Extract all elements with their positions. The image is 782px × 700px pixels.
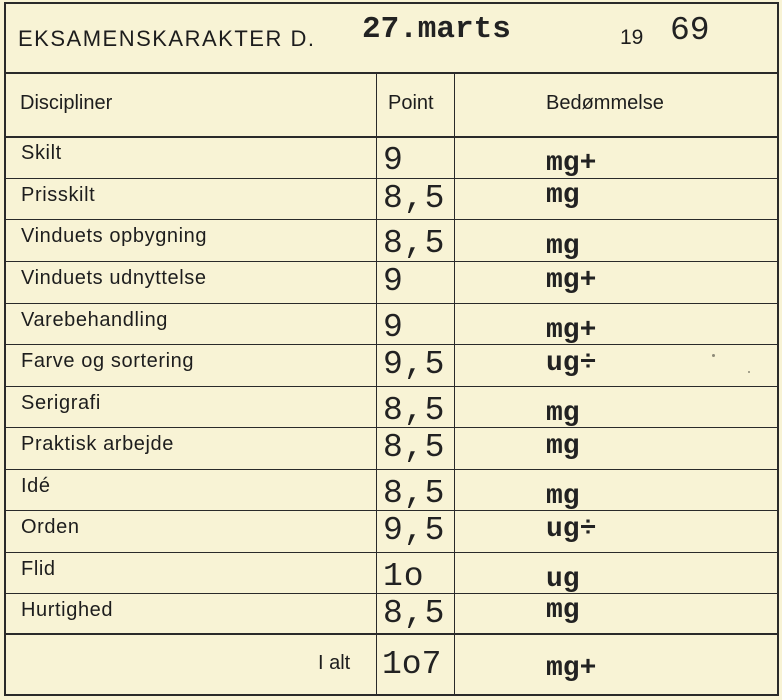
points-value: 8,5 [383, 180, 446, 217]
grade-value: ug [546, 564, 580, 595]
table-row [0, 345, 782, 387]
points-value: 9,5 [383, 346, 446, 383]
discipline-name: Flid [21, 558, 56, 580]
points-value: 8,5 [383, 595, 446, 632]
table-row [0, 594, 782, 636]
table-row [0, 137, 782, 179]
column-header-assessment: Bedømmelse [546, 92, 664, 114]
table-row [0, 304, 782, 346]
exam-date: 27.marts [362, 12, 511, 47]
discipline-name: Hurtighed [21, 599, 114, 621]
total-points: 1o7 [382, 646, 442, 683]
paper-speck [748, 371, 750, 373]
card-title: EKSAMENSKARAKTER D. [18, 26, 316, 51]
top-border [4, 2, 779, 4]
bottom-border [4, 694, 779, 696]
grade-value: mg+ [546, 315, 597, 346]
table-row [0, 387, 782, 429]
points-value: 9 [383, 142, 404, 179]
grade-value: mg [546, 595, 580, 626]
points-value: 9 [383, 263, 404, 300]
table-row [0, 220, 782, 262]
discipline-name: Orden [21, 516, 80, 538]
points-value: 8,5 [383, 475, 446, 512]
table-row [0, 262, 782, 304]
column-header-discipline: Discipliner [20, 92, 113, 114]
points-value: 9 [383, 309, 404, 346]
discipline-name: Praktisk arbejde [21, 433, 174, 455]
table-row [0, 428, 782, 470]
points-value: 1o [383, 558, 425, 595]
total-grade: mg+ [546, 653, 597, 684]
grade-value: mg [546, 180, 580, 211]
year-prefix: 19 [620, 26, 644, 49]
points-value: 8,5 [383, 392, 446, 429]
grade-value: mg+ [546, 148, 597, 179]
grade-value: mg [546, 431, 580, 462]
discipline-name: Idé [21, 475, 51, 497]
table-row [0, 553, 782, 595]
grade-value: ug÷ [546, 348, 597, 379]
total-label: I alt [318, 652, 351, 674]
discipline-name: Vinduets opbygning [21, 225, 208, 247]
discipline-name: Prisskilt [21, 184, 96, 206]
exam-year: 69 [670, 12, 710, 49]
discipline-name: Varebehandling [21, 309, 169, 331]
grade-value: ug÷ [546, 514, 597, 545]
table-row [0, 179, 782, 221]
table-row [0, 470, 782, 512]
discipline-name: Skilt [21, 142, 62, 164]
grade-value: mg [546, 398, 580, 429]
discipline-name: Vinduets udnyttelse [21, 267, 207, 289]
points-value: 8,5 [383, 225, 446, 262]
column-header-points: Point [388, 92, 434, 114]
discipline-name: Farve og sortering [21, 350, 195, 372]
discipline-name: Serigrafi [21, 392, 101, 414]
header-divider [4, 72, 779, 74]
points-value: 8,5 [383, 429, 446, 466]
grade-value: mg+ [546, 265, 597, 296]
grade-value: mg [546, 231, 580, 262]
points-value: 9,5 [383, 512, 446, 549]
grade-value: mg [546, 481, 580, 512]
table-row [0, 511, 782, 553]
paper-speck [712, 354, 715, 357]
